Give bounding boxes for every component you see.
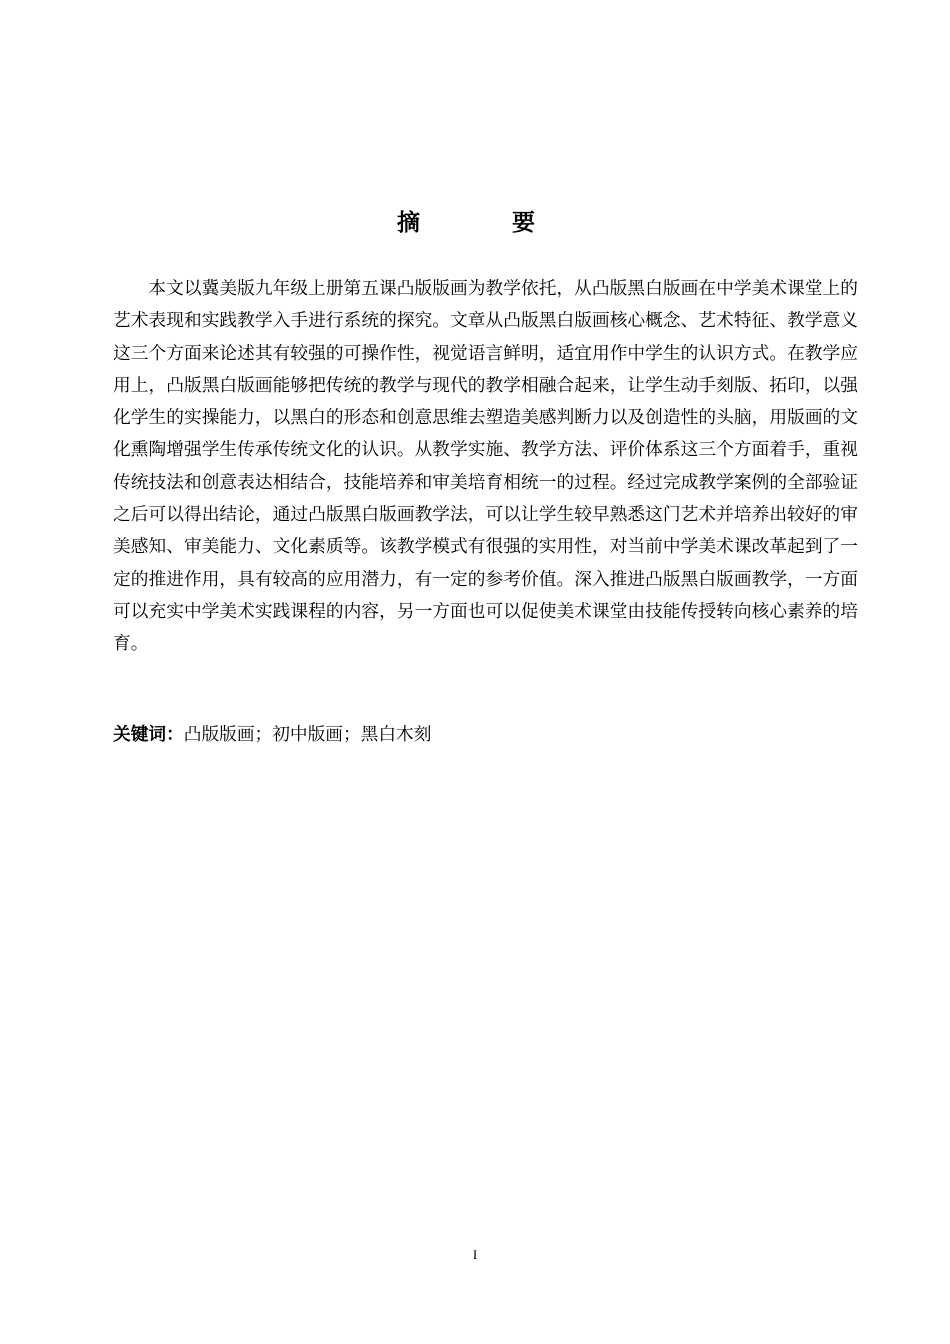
keywords-text: 凸版版画；初中版画；黑白木刻	[183, 725, 432, 745]
keywords-label: 关键词：	[113, 725, 184, 745]
keywords-line	[113, 720, 858, 750]
page-number: I	[472, 1247, 478, 1262]
page-title: 摘 要	[396, 210, 577, 236]
abstract-paragraph: 本文以冀美版九年级上册第五课凸版版画为教学依托，从凸版黑白版画在中学美术课堂上的艺术表现和实践教学入手进行系统的探究。文章从凸版黑白版画核心概念、艺术特征、教学意义这三个方面来论述其有较强的可操作性，视觉语言鲜明，适宜用作中学生的认识方式。在教学应用上，凸版黑白版画能够把传统的教学与现代的教学相融合起来，让学生动手刻版、拓印，以强化学生的实操能力，以黑白的形态和创意思维去塑造美感判断力以及创造性的头脑，用版画的文化熏陶增强学生传承传统文化的认识。从教学实施、教学方法、评价体系这三个方面着手，重视传统技法和创意表达相结合，技能培养和审美培育相统一的过程。经过完成教学案例的全部验证之后可以得出结论，通过凸版黑白版画教学法，可以让学生较早熟悉这门艺术并培养出较好的审美感知、审美能力、文化素质等。该教学模式有很强的实用性，对当前中学美术课改革起到了一定的推进作用，具有较高的应用潜力，有一定的参考价值。深入推进凸版黑白版画教学，一方面可以充实中学美术实践课程的内容，另一方面也可以促使美术课堂由技能传授转向核心素养的培育。	[113, 279, 858, 655]
